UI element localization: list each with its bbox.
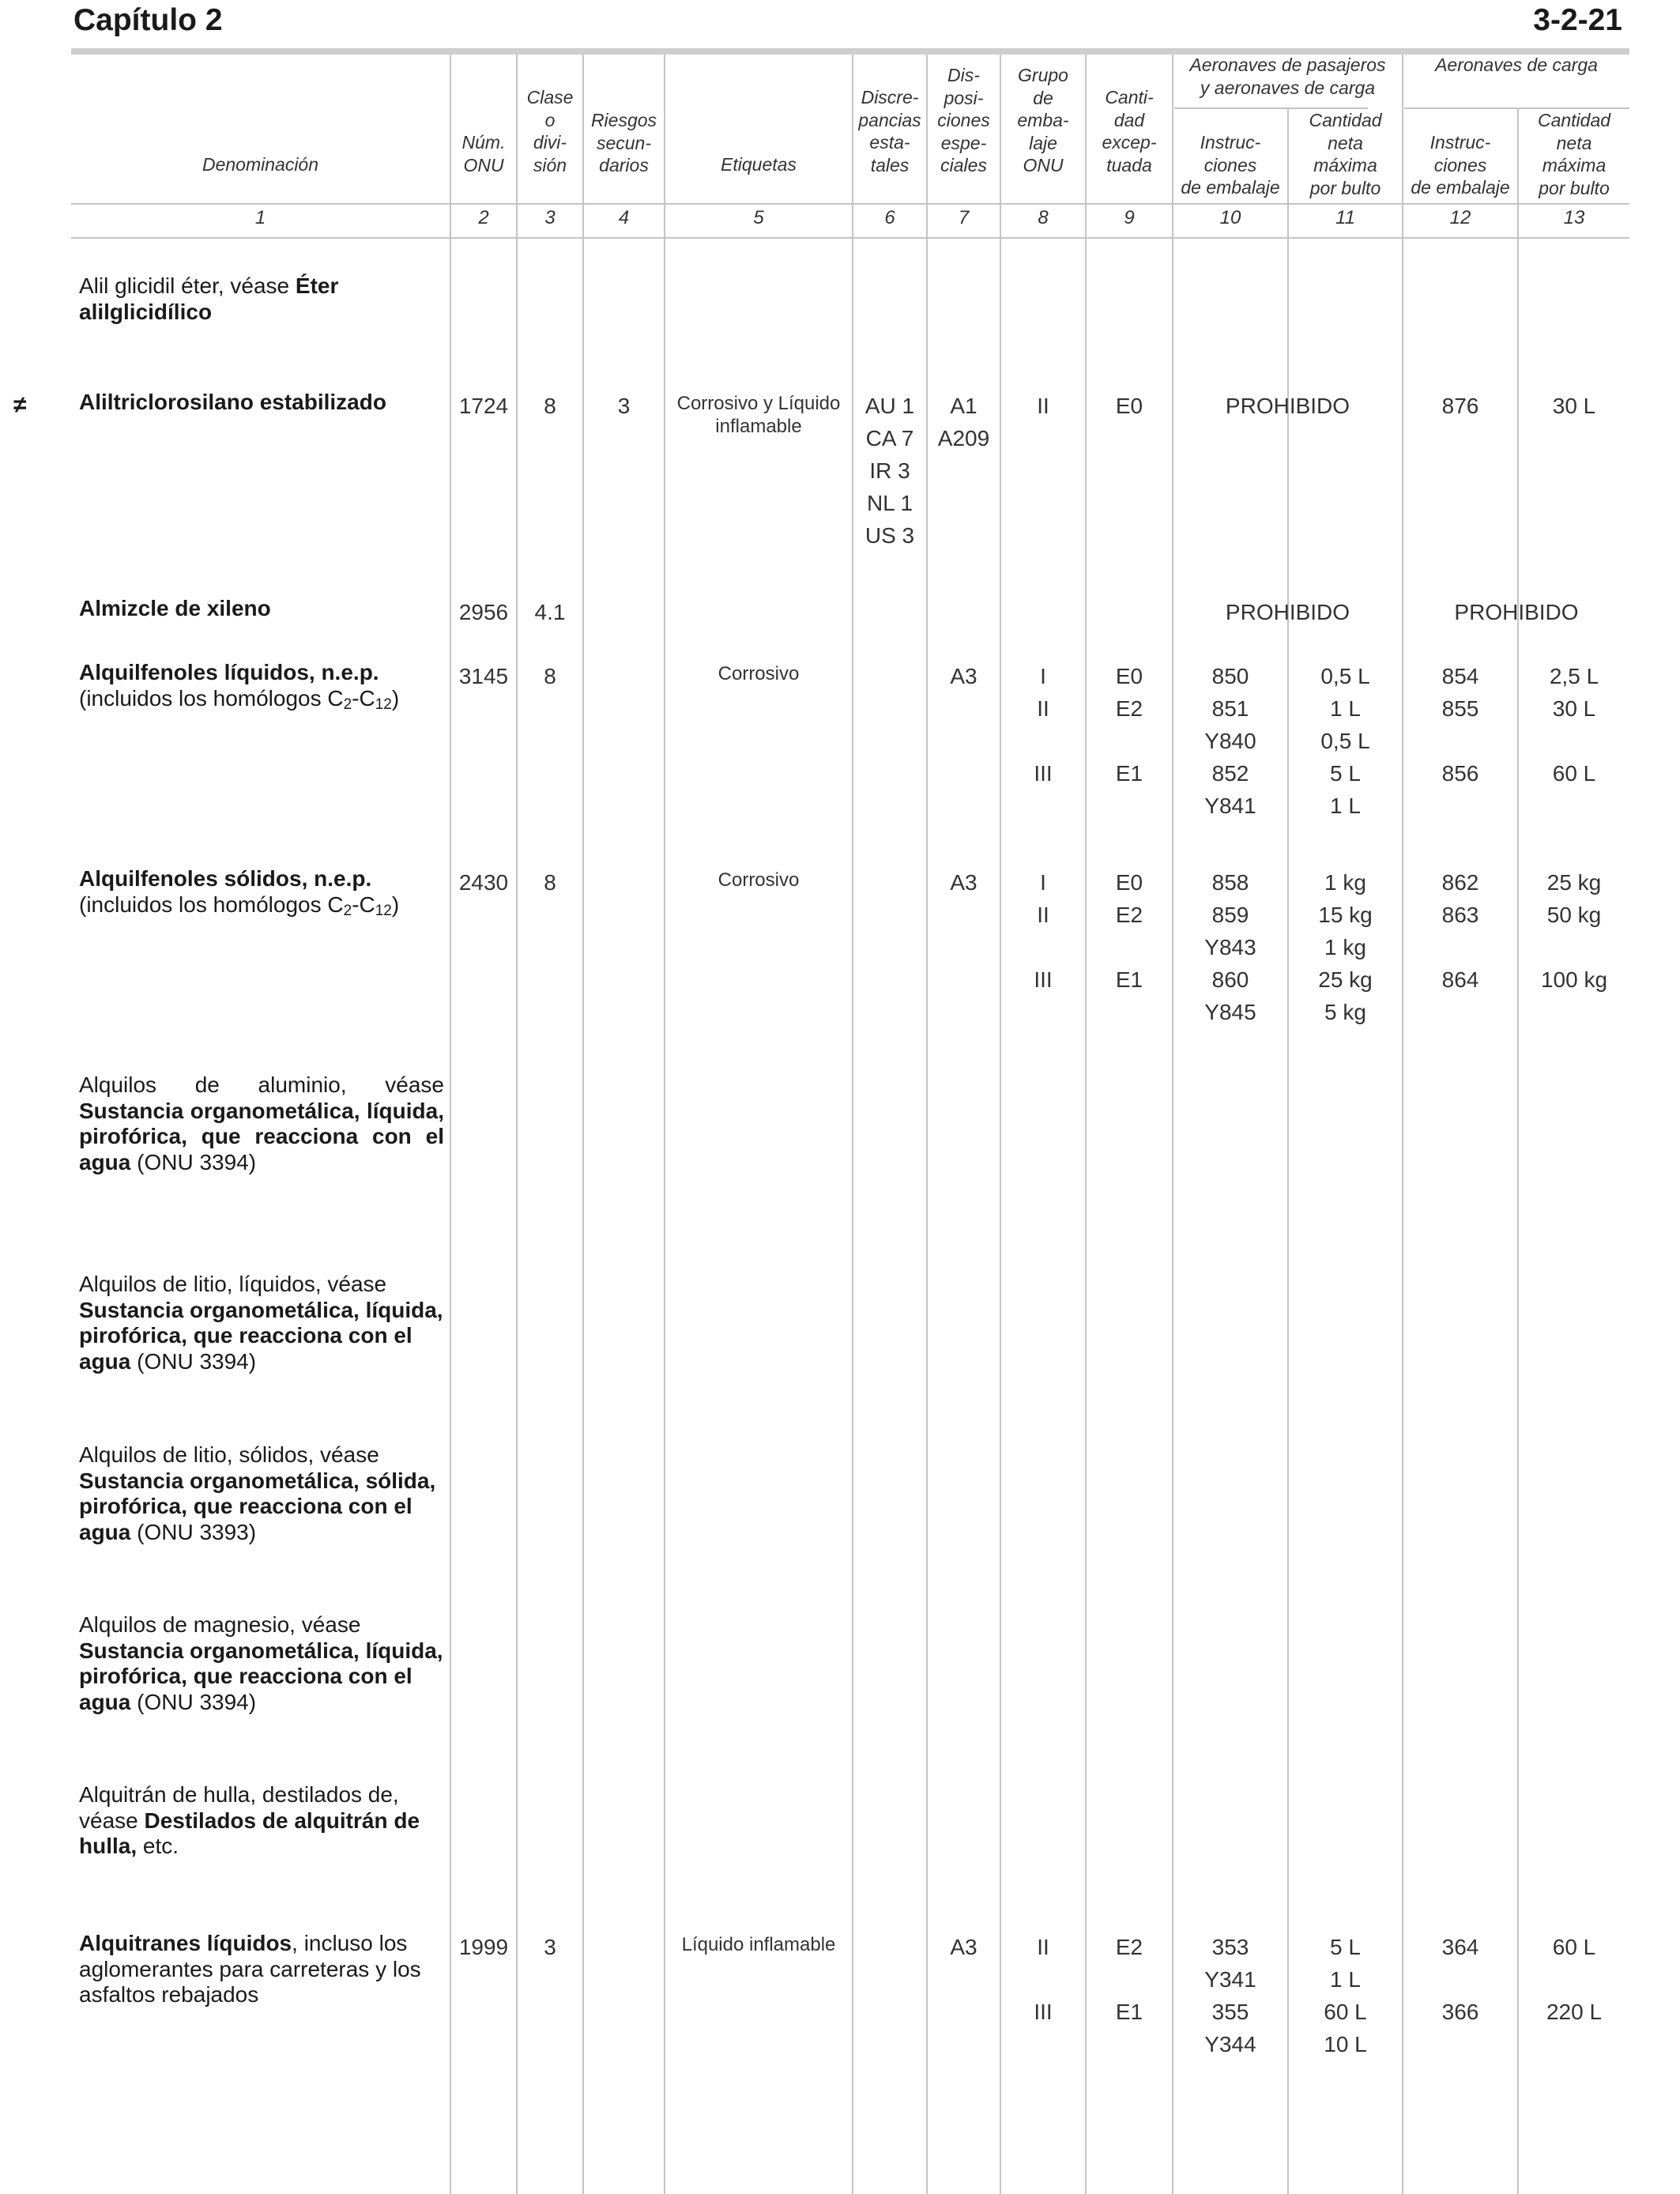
cell-pasajeros-cant: 5 L 1 L 60 L 10 L — [1324, 1935, 1367, 2056]
cell-disposiciones: A3 — [950, 664, 977, 688]
column-number: 8 — [1038, 207, 1049, 228]
header-etiquetas: Etiquetas — [721, 154, 797, 175]
chapter-title: Capítulo 2 — [73, 3, 223, 37]
cell-etiquetas: Corrosivo y Líquido inflamable — [676, 393, 841, 437]
cell-pasajeros-instr: 850 851 Y840 852 Y841 — [1204, 664, 1256, 818]
cell-onu: 1724 — [458, 394, 509, 418]
header-denominacion: Denominación — [202, 154, 319, 175]
header-grupo: Grupo de emba- laje ONU — [1017, 65, 1069, 175]
column-number: 4 — [618, 207, 630, 228]
cell-carga-cant: 60 L 220 L — [1546, 1935, 1603, 2024]
cell-excep: E0 — [1115, 394, 1143, 418]
cell-excep: E2 E1 — [1115, 1935, 1143, 2024]
cell-etiquetas: Corrosivo — [718, 869, 800, 891]
cell-disposiciones: A3 — [950, 1935, 977, 1959]
table-row-denominacion: Aliltriclorosilano estabilizado — [79, 390, 386, 414]
cell-pasajeros-prohibido: PROHIBIDO — [1225, 394, 1350, 418]
cell-pasajeros-instr: 353 Y341 355 Y344 — [1204, 1935, 1256, 2056]
cell-grupo: I II III — [1034, 870, 1053, 992]
table-row-denominacion: Alil glicidil éter, véase Éter alilglicidílico — [79, 273, 339, 324]
cell-excep: E0 E2 E1 — [1115, 664, 1143, 786]
cell-carga-instr: 364 366 — [1441, 1935, 1479, 2024]
cell-carga-instr: 854 855 856 — [1441, 664, 1479, 786]
table-row-denominacion: Alquitranes líquidos, incluso los aglomerantes para carreteras y los asfaltos rebajados — [79, 1931, 421, 2007]
header-cantidad-exceptuada: Canti- dad excep- tuada — [1102, 87, 1157, 175]
cell-discrepancias: AU 1 CA 7 IR 3 NL 1 US 3 — [864, 394, 915, 548]
table-row-denominacion: Alquilos de aluminio, véase Sustancia organometálica, líquida, pirofórica, que reacciona con el agua (ONU 3394) — [79, 1072, 444, 1174]
cell-disposiciones: A3 — [950, 870, 977, 895]
cell-pasajeros-cant: 0,5 L 1 L 0,5 L 5 L 1 L — [1320, 664, 1370, 818]
header-riesgos: Riesgos secun- darios — [590, 110, 657, 175]
table-row-denominacion: Alquilos de litio, sólidos, véase Sustancia organometálica, sólida, pirofórica, que reacciona con el agua (ONU 3393) — [79, 1442, 436, 1544]
header-instrucciones-pasajeros: Instruc- ciones de embalaje — [1181, 132, 1280, 198]
cell-etiquetas: Corrosivo — [718, 663, 800, 684]
column-number: 12 — [1449, 207, 1471, 228]
cell-onu: 1999 — [458, 1935, 509, 1959]
cell-onu: 2956 — [458, 600, 509, 624]
header-aeronaves-pasajeros: Aeronaves de pasajeros y aeronaves de carga — [1189, 55, 1386, 98]
column-number: 10 — [1219, 207, 1241, 228]
cell-clase: 8 — [544, 664, 556, 688]
column-number: 5 — [753, 207, 764, 228]
cell-grupo: I II III — [1034, 664, 1053, 786]
cell-grupo: II III — [1034, 1935, 1053, 2024]
cell-disposiciones: A1 A209 — [937, 394, 990, 450]
cell-clase: 8 — [544, 394, 556, 418]
cell-onu: 3145 — [458, 664, 509, 688]
header-clase: Clase o divi- sión — [526, 87, 574, 175]
cell-carga-cant: 2,5 L 30 L 60 L — [1549, 664, 1599, 786]
cell-carga-cant: 30 L — [1552, 394, 1596, 418]
cell-carga-prohibido: PROHIBIDO — [1454, 600, 1579, 624]
page-number: 3-2-21 — [1533, 3, 1622, 37]
column-number: 13 — [1563, 207, 1585, 228]
cell-clase: 4.1 — [534, 600, 566, 624]
header-aeronaves-carga: Aeronaves de carga — [1435, 55, 1598, 75]
header-num-onu: Núm. ONU — [461, 132, 506, 175]
column-number: 2 — [478, 207, 489, 228]
table-row-denominacion: Alquitrán de hulla, destilados de, véase Destilados de alquitrán de hulla, etc. — [79, 1782, 420, 1858]
column-number: 3 — [544, 207, 556, 228]
cell-onu: 2430 — [458, 870, 509, 895]
cell-clase: 8 — [544, 870, 556, 895]
table-row-denominacion: Almizcle de xileno — [79, 596, 271, 620]
header-cantidad-pasajeros: Cantidad neta máxima por bulto — [1309, 110, 1382, 198]
cell-carga-instr: 862 863 864 — [1441, 870, 1479, 992]
cell-grupo: II — [1037, 394, 1049, 418]
header-cantidad-carga: Cantidad neta máxima por bulto — [1537, 110, 1611, 198]
cell-carga-instr: 876 — [1441, 394, 1479, 418]
table-row-denominacion: Alquilfenoles líquidos, n.e.p. (incluidos los homólogos $C_2-C_{12}$) — [79, 660, 400, 713]
cell-pasajeros-instr: 858 859 Y843 860 Y845 — [1204, 870, 1256, 1024]
header-discrepancias: Discre- pancias esta- tales — [858, 87, 921, 175]
cell-pasajeros-cant: 1 kg 15 kg 1 kg 25 kg 5 kg — [1318, 870, 1373, 1024]
column-number: 11 — [1335, 207, 1355, 228]
cell-etiquetas: Líquido inflamable — [681, 1934, 836, 1955]
column-number: 6 — [884, 207, 895, 228]
table-row-denominacion: Alquilfenoles sólidos, n.e.p. (incluidos los homólogos $C_2-C_{12}$) — [79, 866, 400, 919]
column-number: 9 — [1124, 207, 1135, 228]
table-row-denominacion: Alquilos de litio, líquidos, véase Sustancia organometálica, líquida, pirofórica, que reacciona con el agua (ONU 3394) — [79, 1272, 443, 1374]
cell-riesgos: 3 — [617, 394, 631, 418]
cell-excep: E0 E2 E1 — [1115, 870, 1143, 992]
column-number: 7 — [958, 207, 970, 228]
change-marker: ≠ — [13, 392, 27, 418]
cell-clase: 3 — [544, 1935, 556, 1959]
cell-pasajeros-prohibido: PROHIBIDO — [1225, 600, 1350, 624]
cell-carga-cant: 25 kg 50 kg 100 kg — [1540, 870, 1608, 992]
table-row-denominacion: Alquilos de magnesio, véase Sustancia organometálica, líquida, pirofórica, que reacciona con el agua (ONU 3394) — [79, 1612, 443, 1714]
column-number: 1 — [254, 207, 266, 228]
header-instrucciones-carga: Instruc- ciones de embalaje — [1411, 132, 1510, 198]
header-disposiciones: Dis- posi- ciones espe- ciales — [937, 65, 990, 175]
